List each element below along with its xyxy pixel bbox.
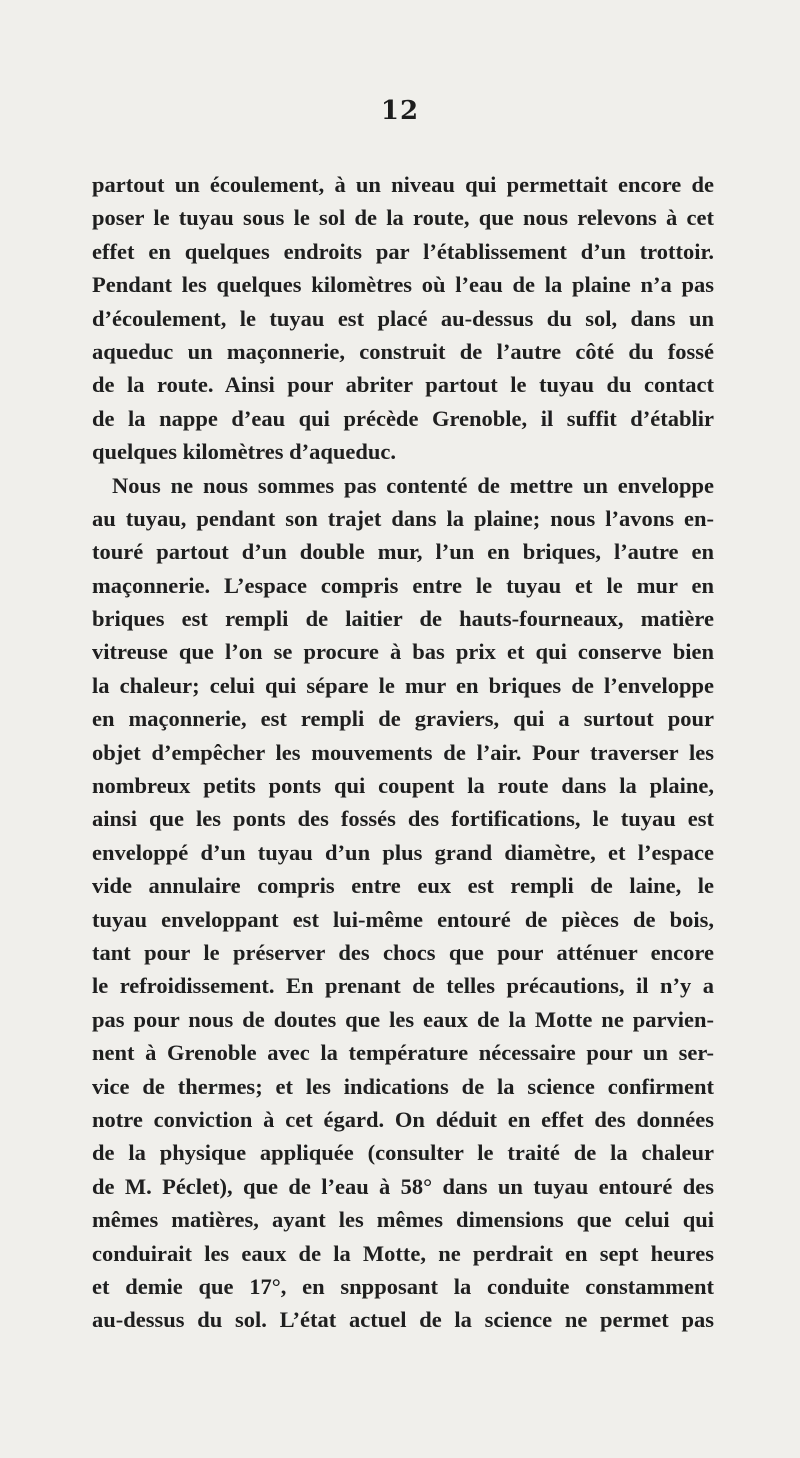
text-line: nombreux petits ponts qui coupent la route dans la plaine,: [92, 773, 714, 799]
text-line: mêmes matières, ayant les mêmes dimensions que celui qui: [92, 1207, 714, 1233]
text-line: notre conviction à cet égard. On déduit en effet des données: [92, 1106, 714, 1132]
text-line: pas pour nous de doutes que les eaux de la Motte ne parvien-: [92, 1006, 714, 1032]
text-line: au tuyau, pendant son trajet dans la plaine; nous l’avons en-: [92, 505, 714, 531]
text-line: poser le tuyau sous le sol de la route, que nous relevons à cet: [92, 205, 714, 231]
text-line: tuyau enveloppant est lui-même entouré de pièces de bois,: [92, 906, 714, 932]
text-line: vitreuse que l’on se procure à bas prix et qui conserve bien: [92, 639, 714, 665]
text-line: au-dessus du sol. L’état actuel de la science ne permet pas: [92, 1307, 714, 1333]
page-number: 12: [380, 96, 420, 126]
text-line: la chaleur; celui qui sépare le mur en briques de l’enveloppe: [92, 672, 714, 698]
text-line: et demie que 17°, en snpposant la conduite constamment: [92, 1273, 714, 1299]
text-line: aqueduc un maçonnerie, construit de l’autre côté du fossé: [92, 338, 714, 364]
text-line: touré partout d’un double mur, l’un en briques, l’autre en: [92, 539, 714, 565]
text-line: vide annulaire compris entre eux est rempli de laine, le: [92, 873, 714, 899]
paragraph-start-line: Nous ne nous sommes pas contenté de mettre un enveloppe: [112, 472, 714, 498]
text-line: conduirait les eaux de la Motte, ne perdrait en sept heures: [92, 1240, 714, 1266]
text-line: enveloppé d’un tuyau d’un plus grand diamètre, et l’espace: [92, 839, 714, 865]
text-line: de la nappe d’eau qui précède Grenoble, il suffit d’établir: [92, 405, 714, 431]
text-line: briques est rempli de laitier de hauts-fourneaux, matière: [92, 606, 714, 632]
text-line: d’écoulement, le tuyau est placé au-dessus du sol, dans un: [92, 305, 714, 331]
text-line: nent à Grenoble avec la température nécessaire pour un ser-: [92, 1040, 714, 1066]
text-line: le refroidissement. En prenant de telles précautions, il n’y a: [92, 973, 714, 999]
text-line: partout un écoulement, à un niveau qui permettait encore de: [92, 172, 714, 197]
body-text: [92, 168, 714, 1337]
text-line: de la physique appliquée (consulter le traité de la chaleur: [92, 1140, 714, 1166]
text-line: de M. Péclet), que de l’eau à 58° dans un tuyau entouré des: [92, 1173, 714, 1199]
text-line: vice de thermes; et les indications de la science confirment: [92, 1073, 714, 1099]
text-line: objet d’empêcher les mouvements de l’air. Pour traverser les: [92, 739, 714, 765]
text-line: Pendant les quelques kilomètres où l’eau de la plaine n’a pas: [92, 272, 714, 298]
text-line: effet en quelques endroits par l’établissement d’un trottoir.: [92, 238, 714, 264]
text-line: tant pour le préserver des chocs que pour atténuer encore: [92, 939, 714, 965]
text-line: maçonnerie. L’espace compris entre le tuyau et le mur en: [92, 572, 714, 598]
text-line: de la route. Ainsi pour abriter partout le tuyau du contact: [92, 372, 714, 398]
text-line: ainsi que les ponts des fossés des fortifications, le tuyau est: [92, 806, 714, 832]
paragraph-end-line: quelques kilomètres d’aqueduc.: [92, 439, 397, 465]
text-line: en maçonnerie, est rempli de graviers, qui a surtout pour: [92, 706, 714, 732]
